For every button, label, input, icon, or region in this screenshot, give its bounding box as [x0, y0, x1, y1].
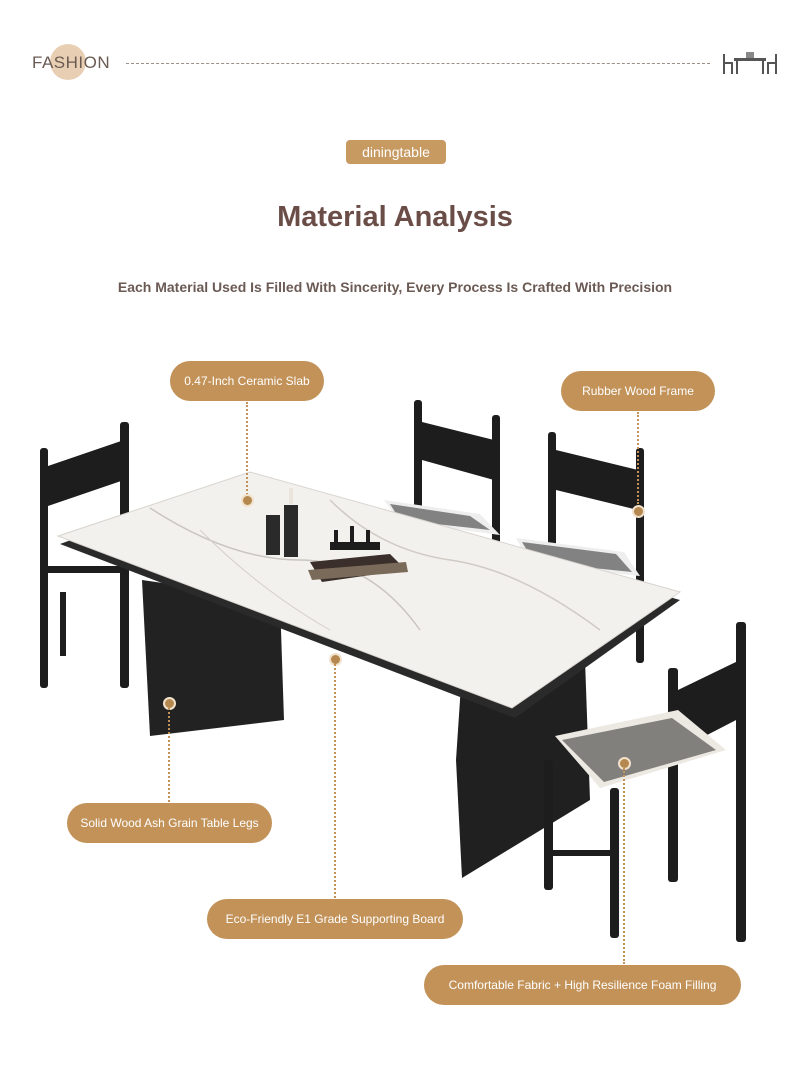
header-divider	[126, 63, 710, 64]
dining-set-icon	[720, 48, 780, 76]
callout-line-frame	[637, 412, 639, 504]
callout-fabric-foam: Comfortable Fabric + High Resilience Foam Filling	[424, 965, 741, 1005]
callout-support-board: Eco-Friendly E1 Grade Supporting Board	[207, 899, 463, 939]
callout-rubber-wood-frame: Rubber Wood Frame	[561, 371, 715, 411]
page-title: Material Analysis	[277, 201, 513, 233]
callout-table-legs: Solid Wood Ash Grain Table Legs	[67, 803, 272, 843]
brand-logo-text: FASHION	[32, 53, 111, 72]
callout-dot-ceramic	[241, 494, 254, 507]
callout-line-fabric	[623, 768, 625, 964]
callout-line-ceramic	[246, 402, 248, 498]
page-subtitle: Each Material Used Is Filled With Sincerity, Every Process Is Crafted With Precision	[117, 279, 673, 295]
callout-ceramic-slab: 0.47-Inch Ceramic Slab	[170, 361, 324, 401]
callout-line-legs	[168, 708, 170, 802]
callout-line-board	[334, 664, 336, 898]
callout-dot-frame	[632, 505, 645, 518]
dining-table-illustration	[0, 330, 790, 970]
category-tag: diningtable	[346, 140, 446, 164]
